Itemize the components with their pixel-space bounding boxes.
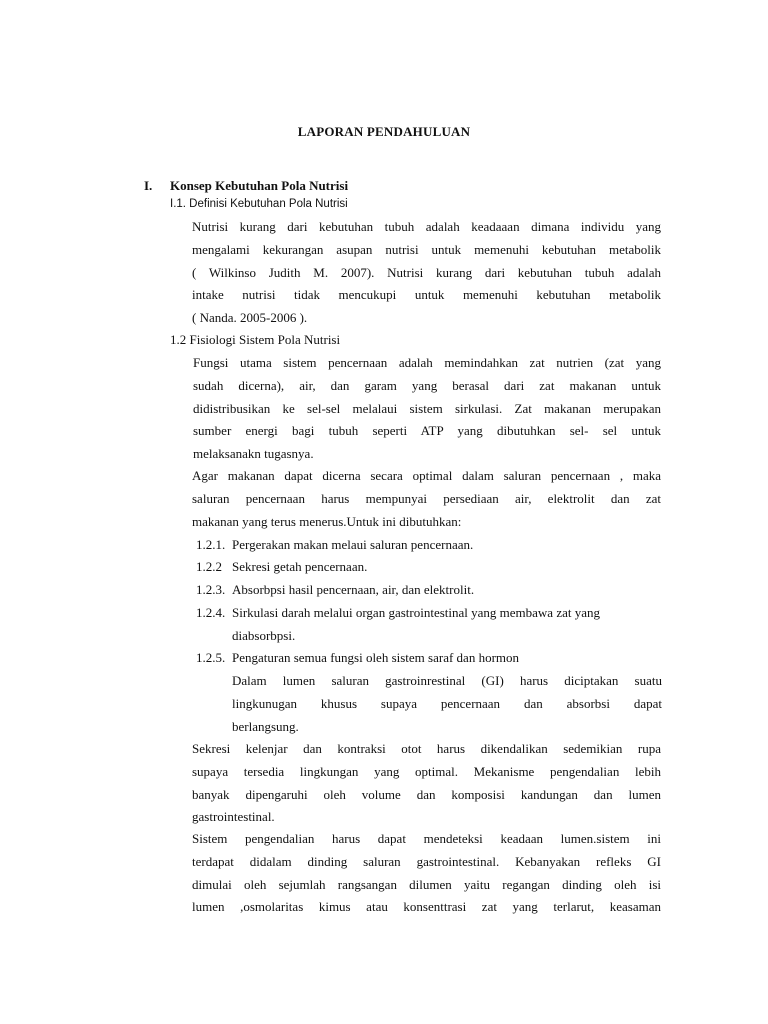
physiology-paragraph-1 [193,352,661,466]
paragraph-line: sudah dicerna), air, dan garam yang berasal dari zat makanan untuk [193,377,661,393]
paragraph-line: makanan yang terus menerus.Untuk ini dibutuhkan: [192,513,462,529]
subsection-2-heading: 1.2 Fisiologi Sistem Pola Nutrisi [170,332,341,347]
list-item-text: Pengaturan semua fungsi oleh sistem saraf dan hormon [232,650,520,665]
list-item-number: 1.2.1. [196,537,226,552]
physiology-paragraph-3 [232,670,662,738]
section-heading-text: Konsep Kebutuhan Pola Nutrisi [170,178,349,193]
list-item-text: Pergerakan makan melaui saluran pencernaan. [232,537,474,552]
list-item [196,556,367,579]
definition-paragraph [192,216,661,330]
paragraph-line: lingkunugan khusus supaya pencernaan dan absorbsi dapat [232,695,662,711]
paragraph-line: mengalami kekurangan asupan nutrisi untuk memenuhi kebutuhan metabolik [192,241,661,257]
paragraph-line: ( Wilkinso Judith M. 2007). Nutrisi kurang dari kebutuhan tubuh adalah [192,264,661,280]
list-item [196,534,473,557]
paragraph-line: Sistem pengendalian harus dapat mendeteksi keadaan lumen.sistem ini [192,831,661,846]
physiology-paragraph-4 [192,738,661,829]
paragraph-line: Agar makanan dapat dicerna secara optimal dalam saluran pencernaan , maka [192,468,661,483]
paragraph-line: berlangsung. [232,718,299,734]
subsection-1-heading: I.1. Definisi Kebutuhan Pola Nutrisi [170,198,348,210]
list-item-number: 1.2.3. [196,582,226,597]
list-item-number: 1.2.2 [196,559,222,574]
paragraph-line: ( Nanda. 2005-2006 ). [192,310,308,326]
paragraph-line: Dalam lumen saluran gastroinrestinal (GI) harus diciptakan suatu [232,673,662,688]
paragraph-line: Sekresi kelenjar dan kontraksi otot harus dikendalikan sedemikian rupa [192,741,661,756]
paragraph-line: Fungsi utama sistem pencernaan adalah memindahkan zat nutrien (zat yang [193,355,661,370]
list-item [196,647,519,670]
list-item-number: 1.2.5. [196,650,226,665]
paragraph-line: dimulai oleh sejumlah rangsangan dilumen yaitu regangan dinding oleh isi [192,876,661,892]
section-heading [144,178,348,194]
list-item [196,602,600,625]
paragraph-line: banyak dipengaruhi oleh volume dan komposisi kandungan dan lumen [192,786,661,802]
paragraph-line: gastrointestinal. [192,809,275,825]
physiology-paragraph-5 [192,828,661,919]
paragraph-line: intake nutrisi tidak mencukupi untuk memenuhi kebutuhan metabolik [192,287,661,303]
paragraph-line: saluran pencernaan harus mempunyai persediaan air, elektrolit dan zat [192,490,661,506]
section-number: I. [144,178,153,193]
list-item-text: Absorbpsi hasil pencernaan, air, dan elektrolit. [232,582,475,597]
list-item-text: Sekresi getah pencernaan. [232,559,368,574]
paragraph-line: melaksanakn tugasnya. [193,446,314,462]
list-item [196,579,474,602]
paragraph-line: lumen ,osmolaritas kimus atau konsenttrasi zat yang terlarut, keasaman [192,899,661,915]
physiology-paragraph-2 [192,465,661,533]
paragraph-line: Nutrisi kurang dari kebutuhan tubuh adalah keadaaan dimana individu yang [192,219,661,234]
list-item-text: Sirkulasi darah melalui organ gastrointestinal yang membawa zat yang [232,605,600,620]
list-item-number: 1.2.4. [196,605,226,620]
paragraph-line: sumber energi bagi tubuh seperti ATP yang dibutuhkan sel- sel untuk [193,423,661,439]
paragraph-line: supaya tersedia lingkungan yang optimal. Mekanisme pengendalian lebih [192,763,661,779]
list-item-continuation [196,625,295,648]
paragraph-line: terdapat didalam dinding saluran gastrointestinal. Kebanyakan refleks GI [192,853,661,869]
list-item-text: diabsorbpsi. [232,628,296,643]
document-title: LAPORAN PENDAHULUAN [297,124,471,139]
paragraph-line: didistribusikan ke sel-sel melalaui sistem sirkulasi. Zat makanan merupakan [193,400,661,416]
